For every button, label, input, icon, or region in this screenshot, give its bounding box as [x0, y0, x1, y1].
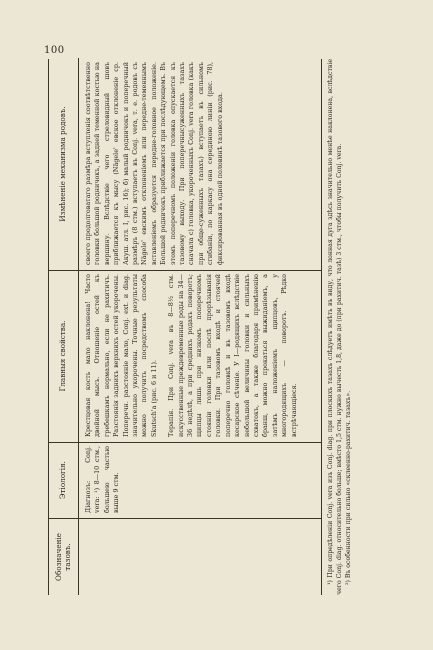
designation-body — [79, 519, 84, 595]
properties-body — [79, 270, 299, 442]
rotated-page-content — [48, 59, 398, 595]
header-properties: Главныя свойства. — [49, 270, 79, 442]
header-designation: Обозначеніе тазовъ. — [49, 519, 79, 595]
page-number: 100 — [44, 45, 65, 56]
properties-paragraph-1: Крестцовая кость мало наклонена! Часто двойной мысъ. Отношеніе остей къ гребешкамъ нормально, если не рахитичъ. Разстоянія заднихъ верхнихъ остей укорочены. Поперечн. разстояніе мало, Conj. ext. и diag. значительно укорочены. Точные результаты можно получить посредствомъ способа Skutsch'а (рис. 6 и 11). — [84, 274, 158, 437]
footnote-2: ²) Въ особенности при сильно «склеенно-рахитич. тазахъ». — [345, 390, 352, 585]
properties-paragraph-therapy: Терапія. При Conj. vera въ 8—8½ стм. искусственные преждевременные роды на 34—36 недѣлѣ, а при среднихъ родахъ поворотъ; щипцы лишь при низкомъ поперечномъ стояніи головки или послѣ прорѣзыванія головки. При тазовомъ входѣ и стоячей поперечно головкѣ и въ тазовомъ входѣ кесарское сѣченіе. У I—родящихъ вслѣдствіе небольшой величины головки и сильныхъ схватокъ, а также благодаря примѣненію бранш, можно прокаться выжиданіемъ, а затѣмъ наложеніемъ щипцовъ, у многородящихъ — поворотъ. Рѣдко встрѣчающіеся. — [167, 274, 298, 437]
column-properties — [49, 270, 321, 443]
etiology-body — [79, 442, 122, 518]
column-etiology — [49, 442, 321, 519]
header-mechanism: Измѣненіе механизма родовъ. — [49, 58, 79, 270]
footnote-1: ¹) При опредѣленіи Conj. vera изъ Conj. diag. при плоскихъ тазахъ слѣдуетъ имѣть въ виду, что лонная дуга здѣсь значительно менѣе наклонена, вслѣдствіе чего Conj. diag. относительно больше; вмѣсто 1,5 стм. нужно вычесть 1,8, даже до (при рахитич. тазѣ) 3 стм., чтобы получить Conj. vera. — [327, 59, 343, 595]
header-etiology: Этіологія. — [49, 442, 79, 518]
etiology-diagnosis: Діагнозъ: Conj. vera: ¹) 8—10 стм., большею частью выше 9 стм. — [84, 446, 121, 513]
pelvis-table — [48, 59, 322, 595]
column-mechanism — [49, 58, 321, 271]
column-designation — [49, 519, 321, 595]
mechanism-paragraph-1: своего продолговатаго размѣра вступленія соотвѣтственно головки большой родничокъ, а задней теменной костью на вершину. Вслѣдствіе чего стреловидный шовъ приближается къ мысу (Nägele' евское отклоненіе ср. Акуш. атл. I, рис. 16); б) малый родничокъ и поперечный размѣръ (8 стм.) вступаетъ въ Conj. vera, т. е. родовъ съ Nägele' евскимъ отклоненіемъ или передне-теменнымъ вставленіемъ образуется передне-головное положеніе. Большой родничокъ приближается при послѣдующемъ. Въ этомъ поперечномъ положеніи головка опускается къ тазовому выходу. При поперечнысуженныхъ тазахъ сначала с) головка, укороченныхъ Conj. vera головка (какъ при обще-суженныхъ тазахъ) вступаетъ въ сильномъ сгибаніи, по каркасу она серединою линіи (рис. 78), фиксированная въ одной половинѣ тазового входа. — [84, 62, 224, 265]
mechanism-body — [79, 58, 225, 270]
footnotes — [326, 59, 353, 595]
